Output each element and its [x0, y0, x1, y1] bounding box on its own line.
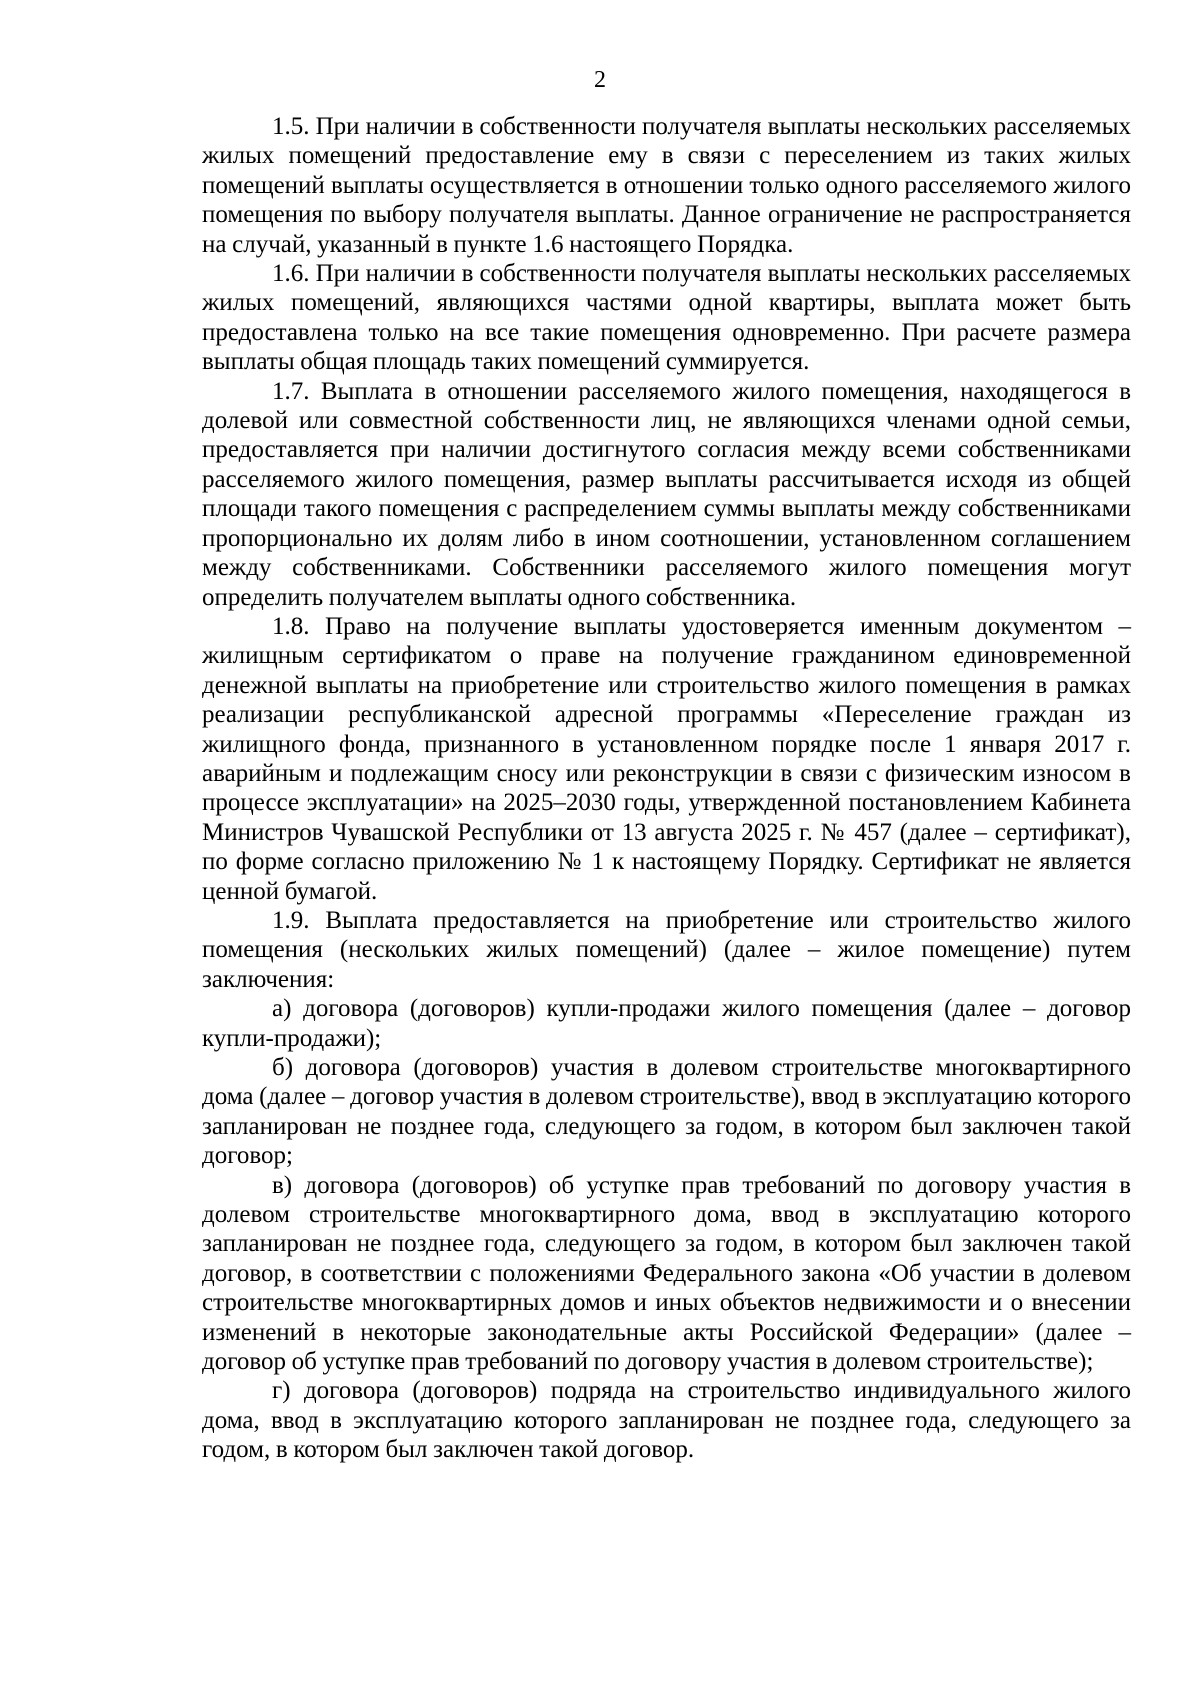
list-item-a: а) договора (договоров) купли-продажи жилого помещения (далее – договор купли-продажи); — [202, 995, 1131, 1052]
paragraph-1-8: 1.8. Право на получение выплаты удостоверяется именным документом – жилищным сертификатом о праве на получение гражданином единовременной денежной выплаты на приобретение или строительство жилого помещения в рамках реализации республиканской адресной программы «Переселение граждан из жилищного фонда, признанного в установленном порядке после 1 января 2017 г. аварийным и подлежащим сносу или реконструкции в связи с физическим износом в процессе эксплуатации» на 2025–2030 годы, утвержденной постановлением Кабинета Министров Чувашской Республики от 13 августа 2025 г. № 457 (далее – сертификат), по форме согласно приложению № 1 к настоящему Порядку. Сертификат не является ценной бумагой. — [202, 612, 1131, 905]
list-item-g: г) договора (договоров) подряда на строительство индивидуального жилого дома, ввод в эксплуатацию которого запланирован не позднее года, следующего за годом, в котором был заключен такой договор. — [202, 1377, 1131, 1464]
paragraph-1-5: 1.5. При наличии в собственности получателя выплаты нескольких расселяемых жилых помещений предоставление ему в связи с переселением из таких жилых помещений выплаты осуществляется в отношении только одного расселяемого жилого помещения по выбору получателя выплаты. Данное ограничение не распространяется на случай, указанный в пункте 1.6 настоящего Порядка. — [202, 113, 1131, 258]
page-number: 2 — [594, 67, 606, 93]
paragraph-1-7: 1.7. Выплата в отношении расселяемого жилого помещения, находящегося в долевой или совместной собственности лиц, не являющихся членами одной семьи, предоставляется при наличии достигнутого согласия между всеми собственниками расселяемого жилого помещения, размер выплаты рассчитывается исходя из общей площади такого помещения с распределением суммы выплаты между собственниками пропорционально их долям либо в ином соотношении, установленном соглашением между собственниками. Собственники расселяемого жилого помещения могут определить получателем выплаты одного собственника. — [202, 377, 1131, 611]
paragraph-1-9: 1.9. Выплата предоставляется на приобретение или строительство жилого помещения (нескольких жилых помещений) (далее – жилое помещение) путем заключения: — [202, 906, 1131, 993]
list-item-b: б) договора (договоров) участия в долевом строительстве многоквартирного дома (далее – договор участия в долевом строительстве), ввод в эксплуатацию которого запланирован не позднее года, следующего за годом, в котором был заключен такой договор; — [202, 1054, 1131, 1170]
paragraph-1-6: 1.6. При наличии в собственности получателя выплаты нескольких расселяемых жилых помещений, являющихся частями одной квартиры, выплата может быть предоставлена только на все такие помещения одновременно. При расчете размера выплаты общая площадь таких помещений суммируется. — [202, 260, 1131, 376]
document-body — [202, 112, 1131, 1465]
list-item-v: в) договора (договоров) об уступке прав требований по договору участия в долевом строительстве многоквартирного дома, ввод в эксплуатацию которого запланирован не позднее года, следующего за годом, в котором был заключен такой договор, в соответствии с положениями Федерального закона «Об участии в долевом строительстве многоквартирных домов и иных объектов недвижимости и о внесении изменений в некоторые законодательные акты Российской Федерации» (далее – договор об уступке прав требований по договору участия в долевом строительстве); — [202, 1171, 1131, 1376]
